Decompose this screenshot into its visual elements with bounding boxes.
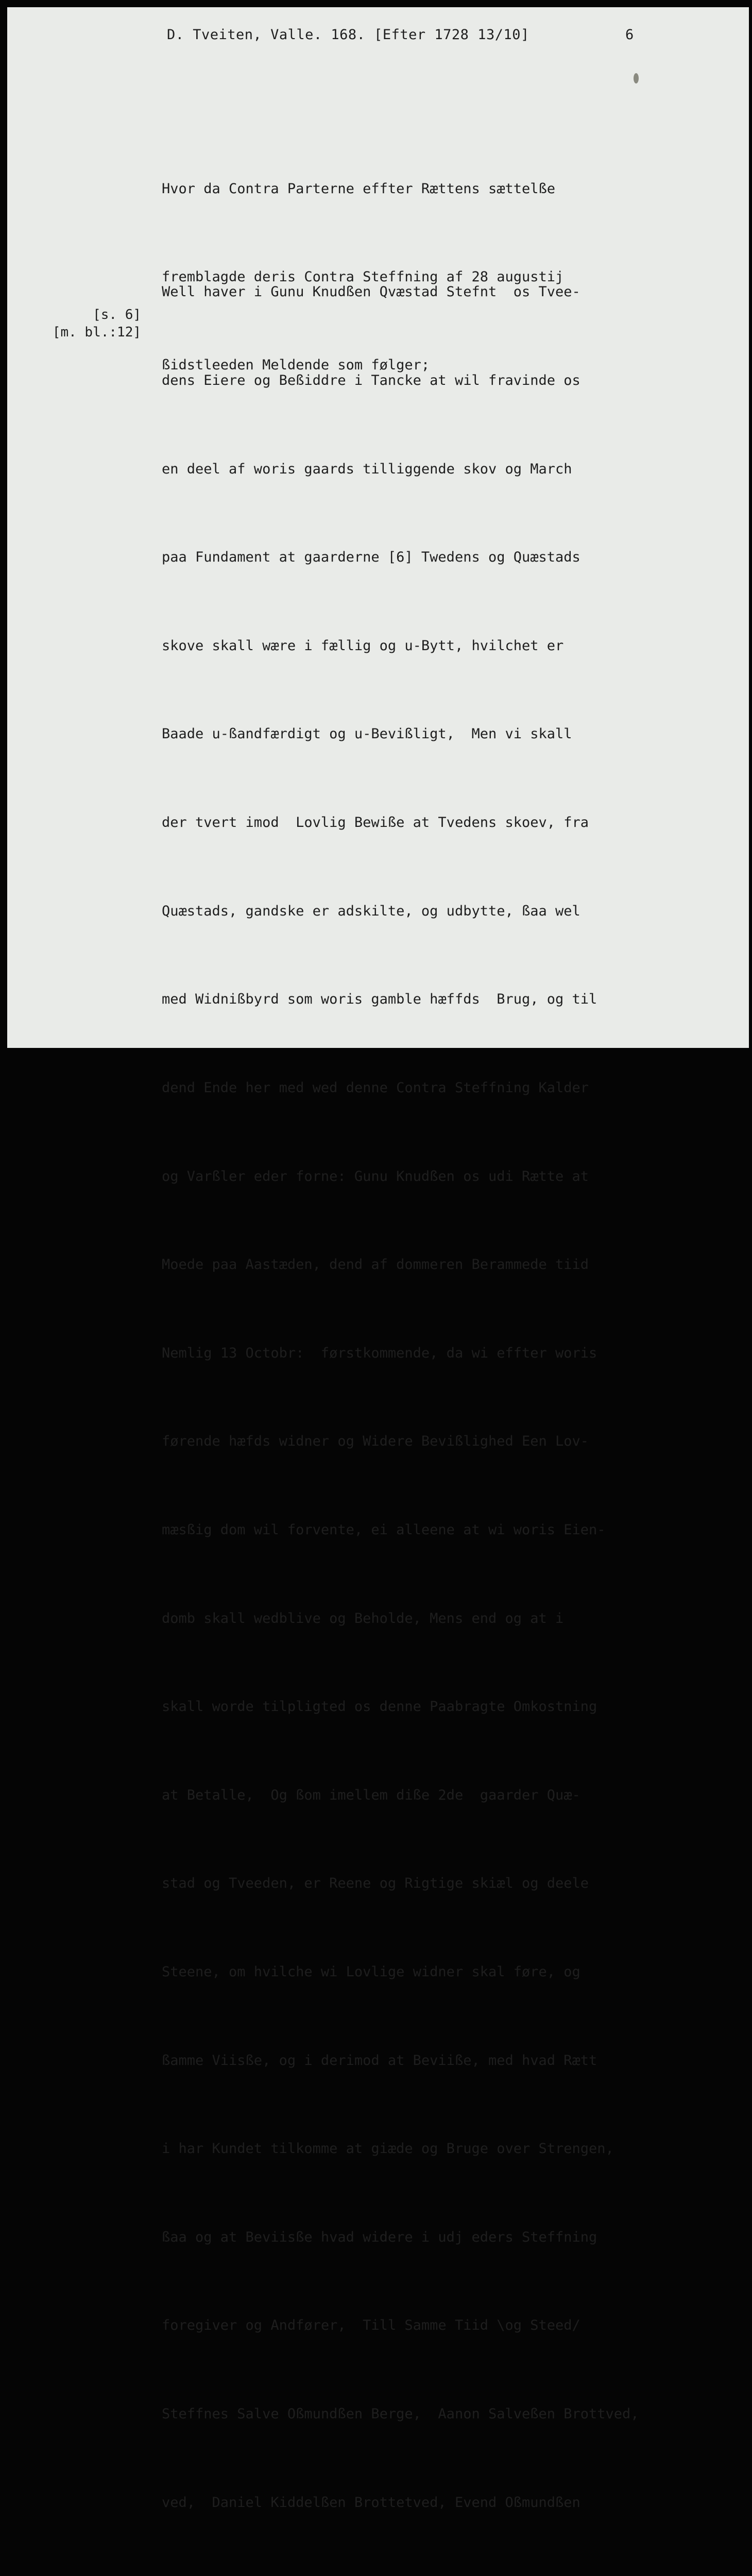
text-line: foregiver og Andfører, Till Samme Tiid \og Steed/ — [162, 2317, 580, 2334]
text-line: fremblagde deris Contra Steffning af 28 augustij — [162, 269, 564, 285]
text-line: ßamme Viisße, og i derimod at Beviiße, med hvad Rætt — [162, 2052, 597, 2069]
text-line: skall worde tilpligted os denne Paabragte Omkostning — [162, 1699, 597, 1715]
text-line: paa Fundament at gaarderne [6] Twedens og Quæstads — [162, 549, 580, 566]
text-line: Well haver i Gunu Knudßen Qvæstad Stefnt os Tvee- — [162, 284, 580, 300]
text-line: skove skall wære i fællig og u-Bytt, hvilchet er — [162, 637, 564, 654]
text-line: med Widnißbyrd som woris gamble hæffds Brug, og til — [162, 991, 597, 1008]
text-line: mæsßig dom wil forvente, ei alleene at wi woris Eien- — [162, 1521, 606, 1538]
body-paragraph — [162, 218, 639, 2576]
text-line: Moede paa Aastæden, dend af dommeren Berammede tiid — [162, 1257, 589, 1273]
page-number: 6 — [625, 27, 634, 43]
text-line: en deel af woris gaards tilliggende skov og March — [162, 461, 572, 477]
text-line: førende hæfds widner og Widere Bevißlighed Een Lov- — [162, 1433, 589, 1450]
margin-note — [38, 306, 141, 341]
text-line: dend Ende her med wed denne Contra Steffning Kalder — [162, 1079, 589, 1096]
text-line: Baade u-ßandfærdigt og u-Bevißligt, Men vi skall — [162, 726, 572, 742]
text-line: stad og Tveeden, er Reene og Rigtige skiæl og deele — [162, 1875, 589, 1892]
text-line: Steffnes Salve Oßmundßen Berge, Aanon Salveßen Brottved, — [162, 2406, 639, 2422]
text-line: ßidstleeden Meldende som følger; — [162, 357, 430, 373]
text-line: at Betalle, Og ßom imellem dißе 2de gaarder Quæ- — [162, 1787, 580, 1803]
text-line: Steene, om hvilche wi Lovlige widner skal føre, og — [162, 1963, 580, 1980]
text-line: der tvert imod Lovlig Bewiße at Tvedens skoev, fra — [162, 815, 589, 831]
text-line: i har Kundet tilkomme at giæde og Bruge over Strengen, — [162, 2141, 614, 2157]
text-line: Nemlig 13 Octobr: førstkommende, da wi effter woris — [162, 1345, 597, 1361]
text-line: dens Eiere og Beßiddre i Tancke at wil fravinde os — [162, 372, 580, 389]
margin-note-line: [s. 6] — [93, 307, 141, 323]
text-line: Quæstads, gandske er adskilte, og udbytte, ßaa wel — [162, 903, 580, 919]
document-page — [7, 7, 749, 2511]
page-header: D. Tveiten, Valle. 168. [Efter 1728 13/10] — [167, 27, 529, 43]
text-line: Hvor da Contra Parterne effter Rættens sættelße — [162, 181, 556, 197]
text-line: ved, Daniel Kiddelßen Brottetved, Evend Oßmundßen — [162, 2494, 580, 2511]
text-line: domb skall wedblive og Beholde, Mens end og at i — [162, 1610, 564, 1626]
text-line: og Varßler eder forne: Gunu Knudßen os udi Rætte at — [162, 1168, 589, 1184]
margin-note-line: [m. bl.:12] — [52, 325, 141, 340]
text-line: ßaa og at Beviisße hvad widere i udj eders Steffning — [162, 2229, 597, 2245]
ink-smudge — [634, 73, 639, 83]
